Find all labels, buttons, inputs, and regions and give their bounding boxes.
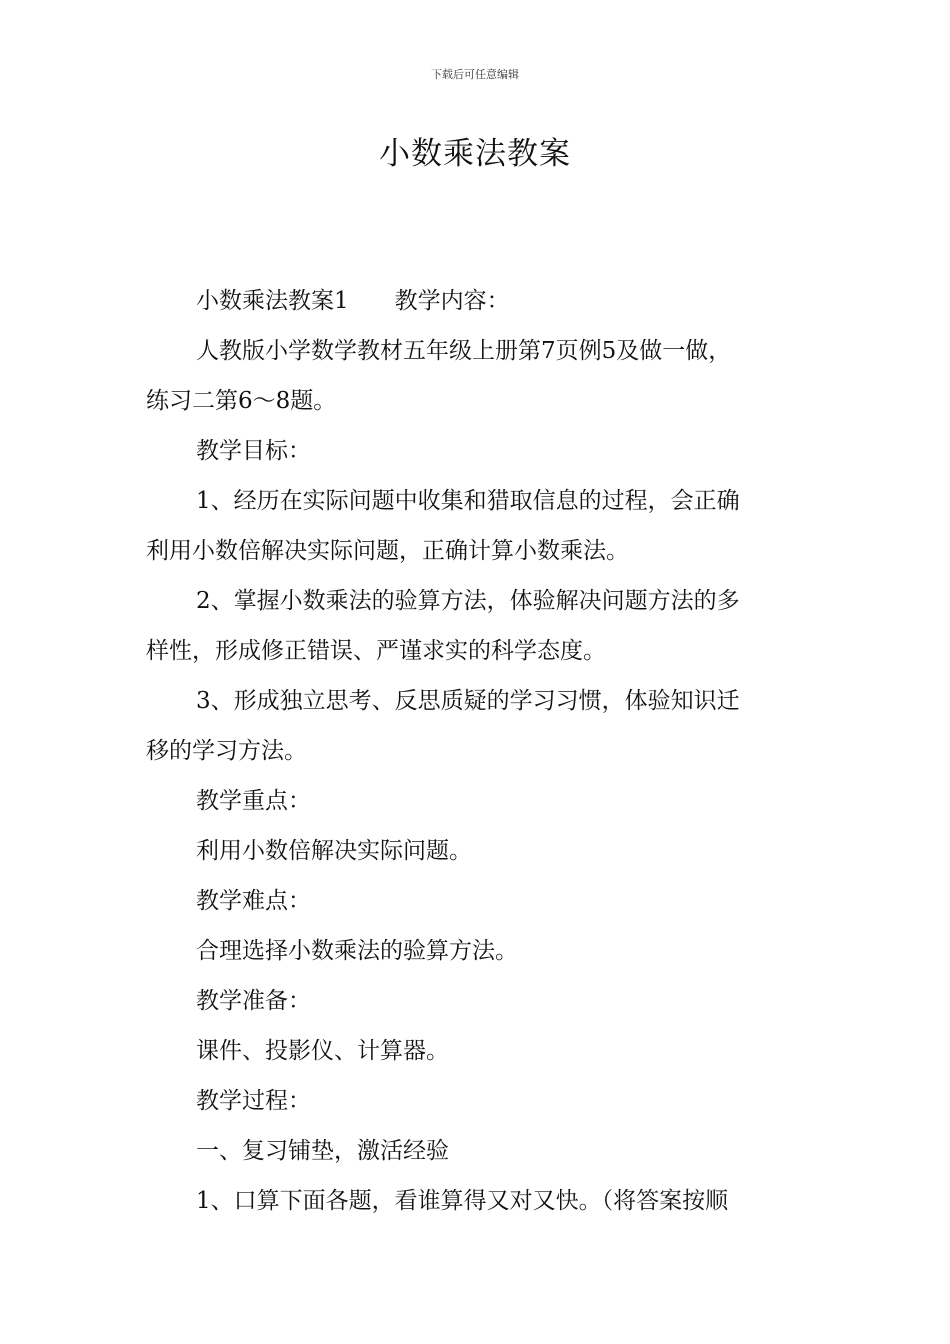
section-label: 教学准备： xyxy=(196,988,311,1014)
paragraph-line: 课件、投影仪、计算器。 xyxy=(196,1038,449,1064)
document-title: 小数乘法教案 xyxy=(379,136,571,172)
section-label: 教学难点： xyxy=(196,888,311,914)
paragraph-line: 移的学习方法。 xyxy=(146,738,307,764)
section-label: 教学过程： xyxy=(196,1088,311,1114)
paragraph-line: 一、复习铺垫，激活经验 xyxy=(196,1138,449,1164)
paragraph-line: 合理选择小数乘法的验算方法。 xyxy=(196,938,518,964)
header-note: 下载后可任意编辑 xyxy=(431,68,519,81)
paragraph-line: 利用小数倍解决实际问题。 xyxy=(196,838,472,864)
paragraph-line: 1、经历在实际问题中收集和猎取信息的过程，会正确 xyxy=(196,488,740,514)
paragraph-line xyxy=(146,276,810,326)
lesson-plan-heading: 小数乘法教案1 xyxy=(196,288,349,314)
paragraph-line: 利用小数倍解决实际问题，正确计算小数乘法。 xyxy=(146,538,629,564)
paragraph-line: 样性，形成修正错误、严谨求实的科学态度。 xyxy=(146,638,606,664)
document-body xyxy=(146,276,810,1226)
paragraph-line: 3、形成独立思考、反思质疑的学习习惯，体验知识迁 xyxy=(196,688,740,714)
paragraph-line: 2、掌握小数乘法的验算方法，体验解决问题方法的多 xyxy=(196,588,740,614)
paragraph-line: 1、口算下面各题，看谁算得又对又快。（将答案按顺 xyxy=(196,1188,729,1214)
section-label: 教学重点： xyxy=(196,788,311,814)
paragraph-line: 人教版小学数学教材五年级上册第7页例5及做一做， xyxy=(196,338,732,364)
teaching-content-label: 教学内容： xyxy=(394,288,510,314)
paragraph-line: 练习二第6～8题。 xyxy=(146,388,337,414)
section-label: 教学目标： xyxy=(196,438,311,464)
